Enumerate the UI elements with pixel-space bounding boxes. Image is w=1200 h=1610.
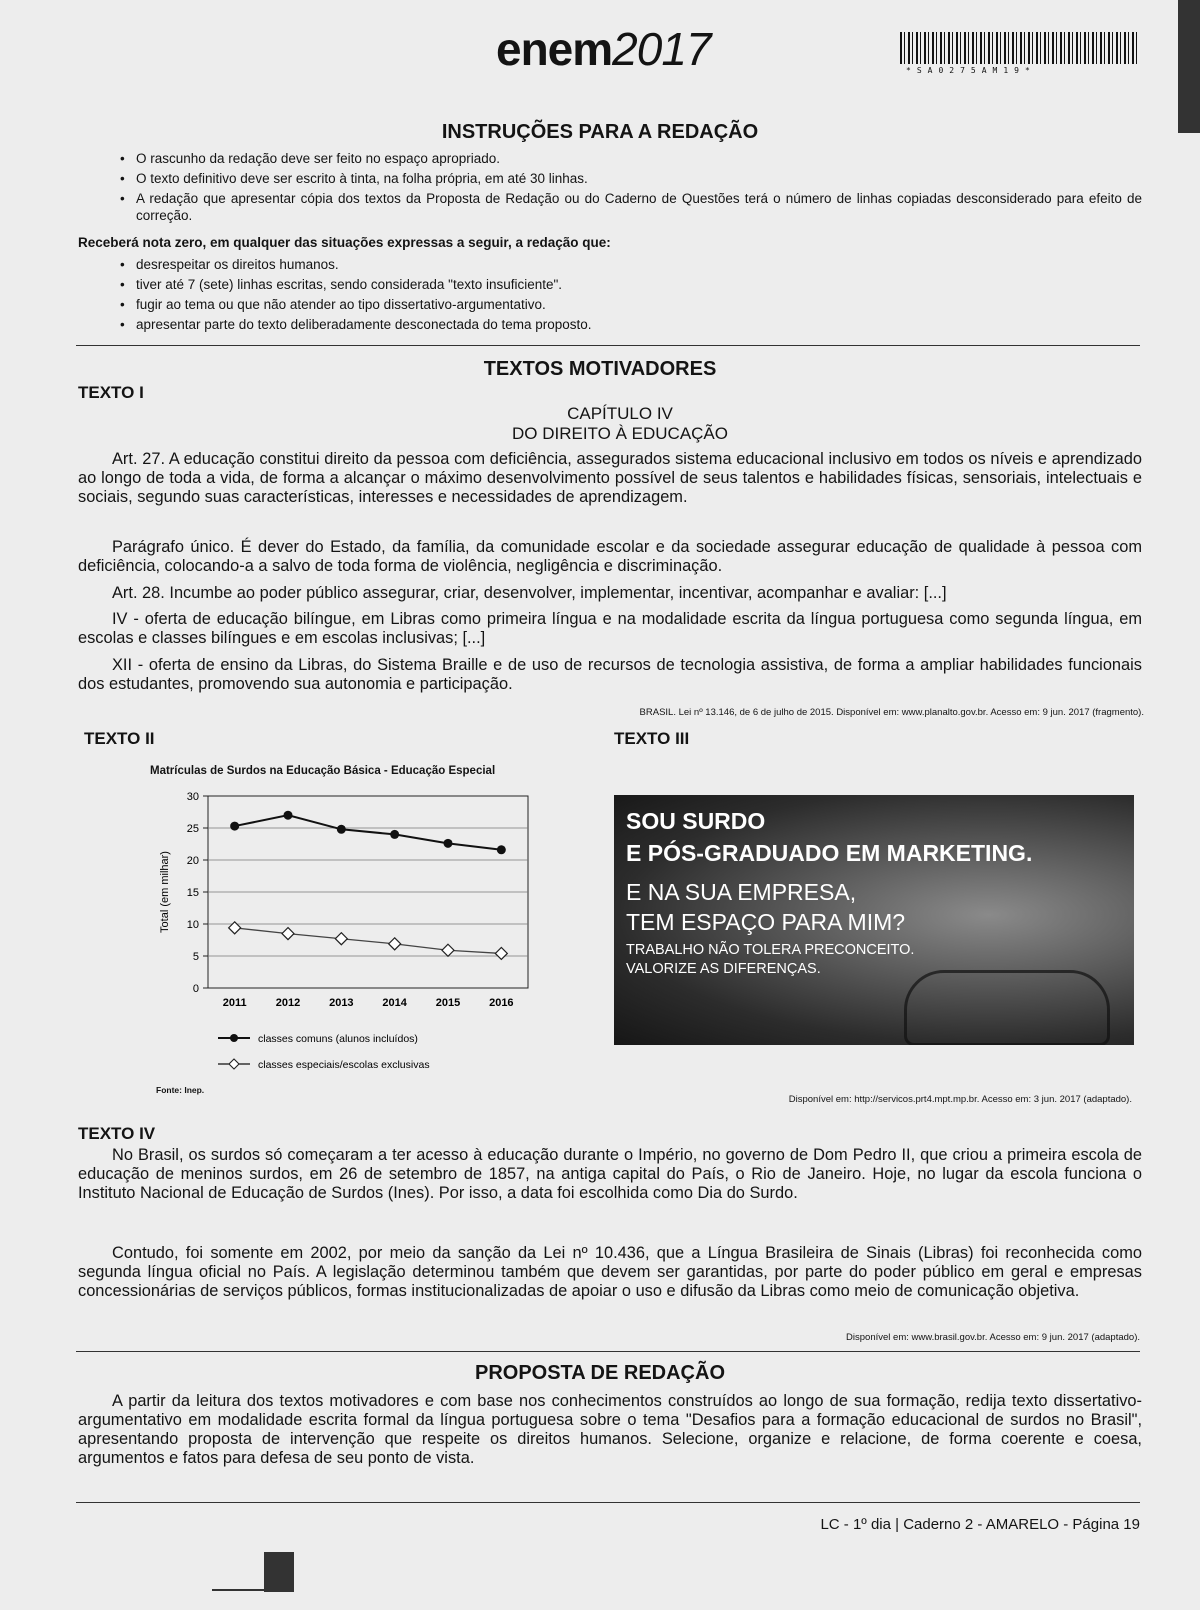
alignment-mark: [1178, 0, 1200, 133]
list-item: • tiver até 7 (sete) linhas escritas, sendo considerada "texto insuficiente".: [112, 276, 1142, 293]
data-point: [284, 811, 293, 820]
texto-1-paragraph: Art. 28. Incumbe ao poder público assegurar, criar, desenvolver, implementar, incentivar, acompanhar e avaliar: [...]: [112, 584, 947, 602]
legend-label: classes comuns (alunos incluídos): [258, 1033, 418, 1045]
divider: [76, 1351, 1140, 1352]
data-point: [497, 845, 506, 854]
texto-3-source: Disponível em: http://servicos.prt4.mpt.mp.br. Acesso em: 3 jun. 2017 (adaptado).: [788, 1094, 1132, 1105]
texto-2-label: TEXTO II: [84, 729, 155, 748]
texto-4-paragraph: No Brasil, os surdos só começaram a ter acesso à educação durante o Império, no governo de Dom Pedro II, que criou a primeira escola de educação de meninos surdos, em 26 de setembro de 1857, na antiga capital do País, o Rio de Janeiro. Hoje, no lugar da escola funciona o Instituto Nacional de Educação de Surdos (Ines). Por isso, a data foi escolhida como Dia do Surdo.: [78, 1146, 1142, 1202]
enrollment-line-chart: [150, 778, 550, 1098]
y-tick-label: 30: [186, 791, 199, 803]
poster-headline: SOU SURDO E PÓS-GRADUADO EM MARKETING.: [626, 808, 1033, 866]
motivadores-title: TEXTOS MOTIVADORES: [483, 358, 717, 380]
data-point: [389, 938, 401, 950]
y-tick-label: 20: [186, 855, 199, 867]
y-tick-label: 25: [186, 823, 199, 835]
list-item: • desrespeitar os direitos humanos.: [112, 256, 1142, 273]
texto-3-label: TEXTO III: [614, 729, 690, 748]
x-tick-label: 2015: [435, 997, 461, 1009]
chart-source: Fonte: Inep.: [156, 1085, 205, 1095]
legend-label: classes especiais/escolas exclusivas: [258, 1059, 430, 1071]
alignment-line: [212, 1589, 264, 1591]
zero-grade-note: Receberá nota zero, em qualquer das situações expressas a seguir, a redação que:: [78, 235, 611, 250]
proposta-text: A partir da leitura dos textos motivadores e com base nos conhecimentos construídos ao longo de sua formação, redija texto dissertativo-argumentativo em modalidade escrita formal da língua portuguesa sobre o tema "Desafios para a formação educacional de surdos no Brasil", apresentando proposta de intervenção que respeite os direitos humanos. Selecione, organize e relacione, de forma coerente e coesa, argumentos e fatos para defesa de seu ponto de vista.: [78, 1392, 1142, 1467]
data-point: [230, 822, 239, 831]
texto-4-label: TEXTO IV: [78, 1124, 156, 1143]
data-point: [337, 825, 346, 834]
x-tick-label: 2016: [489, 997, 514, 1009]
x-tick-label: 2013: [329, 997, 354, 1009]
series-line: [235, 928, 502, 954]
barcode: [900, 32, 1138, 64]
poster-question: E NA SUA EMPRESA, TEM ESPAÇO PARA MIM?: [626, 879, 906, 935]
data-point: [335, 933, 347, 945]
instructions-list: [112, 150, 1142, 227]
list-item: • fugir ao tema ou que não atender ao tipo dissertativo-argumentativo.: [112, 296, 1142, 313]
data-point: [282, 928, 294, 940]
enem-logo: enem2017: [496, 23, 711, 75]
texto-1-label: TEXTO I: [78, 383, 144, 402]
list-item: • O rascunho da redação deve ser feito no espaço apropriado.: [112, 150, 1142, 167]
x-tick-label: 2012: [275, 997, 301, 1009]
series-line: [235, 815, 502, 850]
x-tick-label: 2011: [222, 997, 247, 1009]
list-item: • apresentar parte do texto deliberadamente desconectada do tema proposto.: [112, 316, 1142, 333]
texto-1-paragraph: IV - oferta de educação bilíngue, em Libras como primeira língua e na modalidade escrita da língua portuguesa como segunda língua, em escolas e classes bilíngues e em escolas inclusivas; [...]: [78, 610, 1142, 647]
page-footer: LC - 1º dia | Caderno 2 - AMARELO - Página 19: [820, 1516, 1140, 1533]
texto-1-paragraph: Parágrafo único. É dever do Estado, da família, da comunidade escolar e da sociedade assegurar educação de qualidade à pessoa com deficiência, colocando-a a salvo de toda forma de violência, negligência e discriminação.: [78, 538, 1142, 575]
x-tick-label: 2014: [382, 997, 407, 1009]
texto-1-paragraph: Art. 27. A educação constitui direito da pessoa com deficiência, assegurados sistema educacional inclusivo em todos os níveis e aprendizado ao longo de toda a vida, de forma a alcançar o máximo desenvolvimento possível de seus talentos e habilidades físicas, sensoriais, intelectuais e sociais, segundo suas características, interesses e necessidades de aprendizagem.: [78, 450, 1142, 506]
campaign-poster: [614, 795, 1134, 1045]
glasses-shape: [904, 970, 1110, 1045]
y-tick-label: 0: [192, 983, 199, 995]
proposta-title: PROPOSTA DE REDAÇÃO: [474, 1362, 726, 1384]
alignment-mark: [264, 1552, 294, 1592]
zero-grade-list: [112, 256, 1142, 336]
divider: [76, 1502, 1140, 1503]
list-item: • O texto definitivo deve ser escrito à tinta, na folha própria, em até 30 linhas.: [112, 170, 1142, 187]
texto-4-source: Disponível em: www.brasil.gov.br. Acesso em: 9 jun. 2017 (adaptado).: [846, 1332, 1140, 1343]
list-item: • A redação que apresentar cópia dos textos da Proposta de Redação ou do Caderno de Questões terá o número de linhas copiadas desconsiderado para efeito de correção.: [112, 190, 1142, 224]
data-point: [495, 947, 507, 959]
texto-1-source: BRASIL. Lei nº 13.146, de 6 de julho de 2015. Disponível em: www.planalto.gov.br. Acesso em: 9 jun. 2017 (fragmento).: [639, 707, 1144, 718]
poster-slogan: TRABALHO NÃO TOLERA PRECONCEITO. VALORIZE AS DIFERENÇAS.: [626, 942, 915, 977]
data-point: [444, 839, 453, 848]
y-tick-label: 15: [186, 887, 199, 899]
texto-4-paragraph: Contudo, foi somente em 2002, por meio da sanção da Lei nº 10.436, que a Língua Brasileira de Sinais (Libras) foi reconhecida como segunda língua oficial no País. A legislação determinou também que devem ser garantidas, por parte do poder público em geral e empresas concessionárias de serviços públicos, formas institucionalizadas de apoiar o uso e difusão da Libras como meio de comunicação objetiva.: [78, 1244, 1142, 1300]
data-point: [442, 944, 454, 956]
barcode-text: *SA0275AM19*: [906, 66, 1036, 75]
y-axis-label: Total (em milhar): [159, 851, 171, 933]
divider: [76, 345, 1140, 346]
chapter-title: DO DIREITO À EDUCAÇÃO: [512, 424, 728, 443]
y-tick-label: 5: [192, 951, 199, 963]
data-point: [390, 830, 399, 839]
y-tick-label: 10: [186, 919, 199, 931]
texto-1-paragraph: XII - oferta de ensino da Libras, do Sistema Braille e de uso de recursos de tecnologia assistiva, de forma a ampliar habilidades funcionais dos estudantes, promovendo sua autonomia e participação.: [78, 656, 1142, 693]
chart-title: Matrículas de Surdos na Educação Básica - Educação Especial: [150, 765, 496, 777]
legend-swatch-marker: [230, 1034, 238, 1042]
legend-swatch-marker: [229, 1059, 239, 1069]
instructions-title: INSTRUÇÕES PARA A REDAÇÃO: [441, 121, 759, 143]
chapter-number: CAPÍTULO IV: [567, 404, 673, 423]
